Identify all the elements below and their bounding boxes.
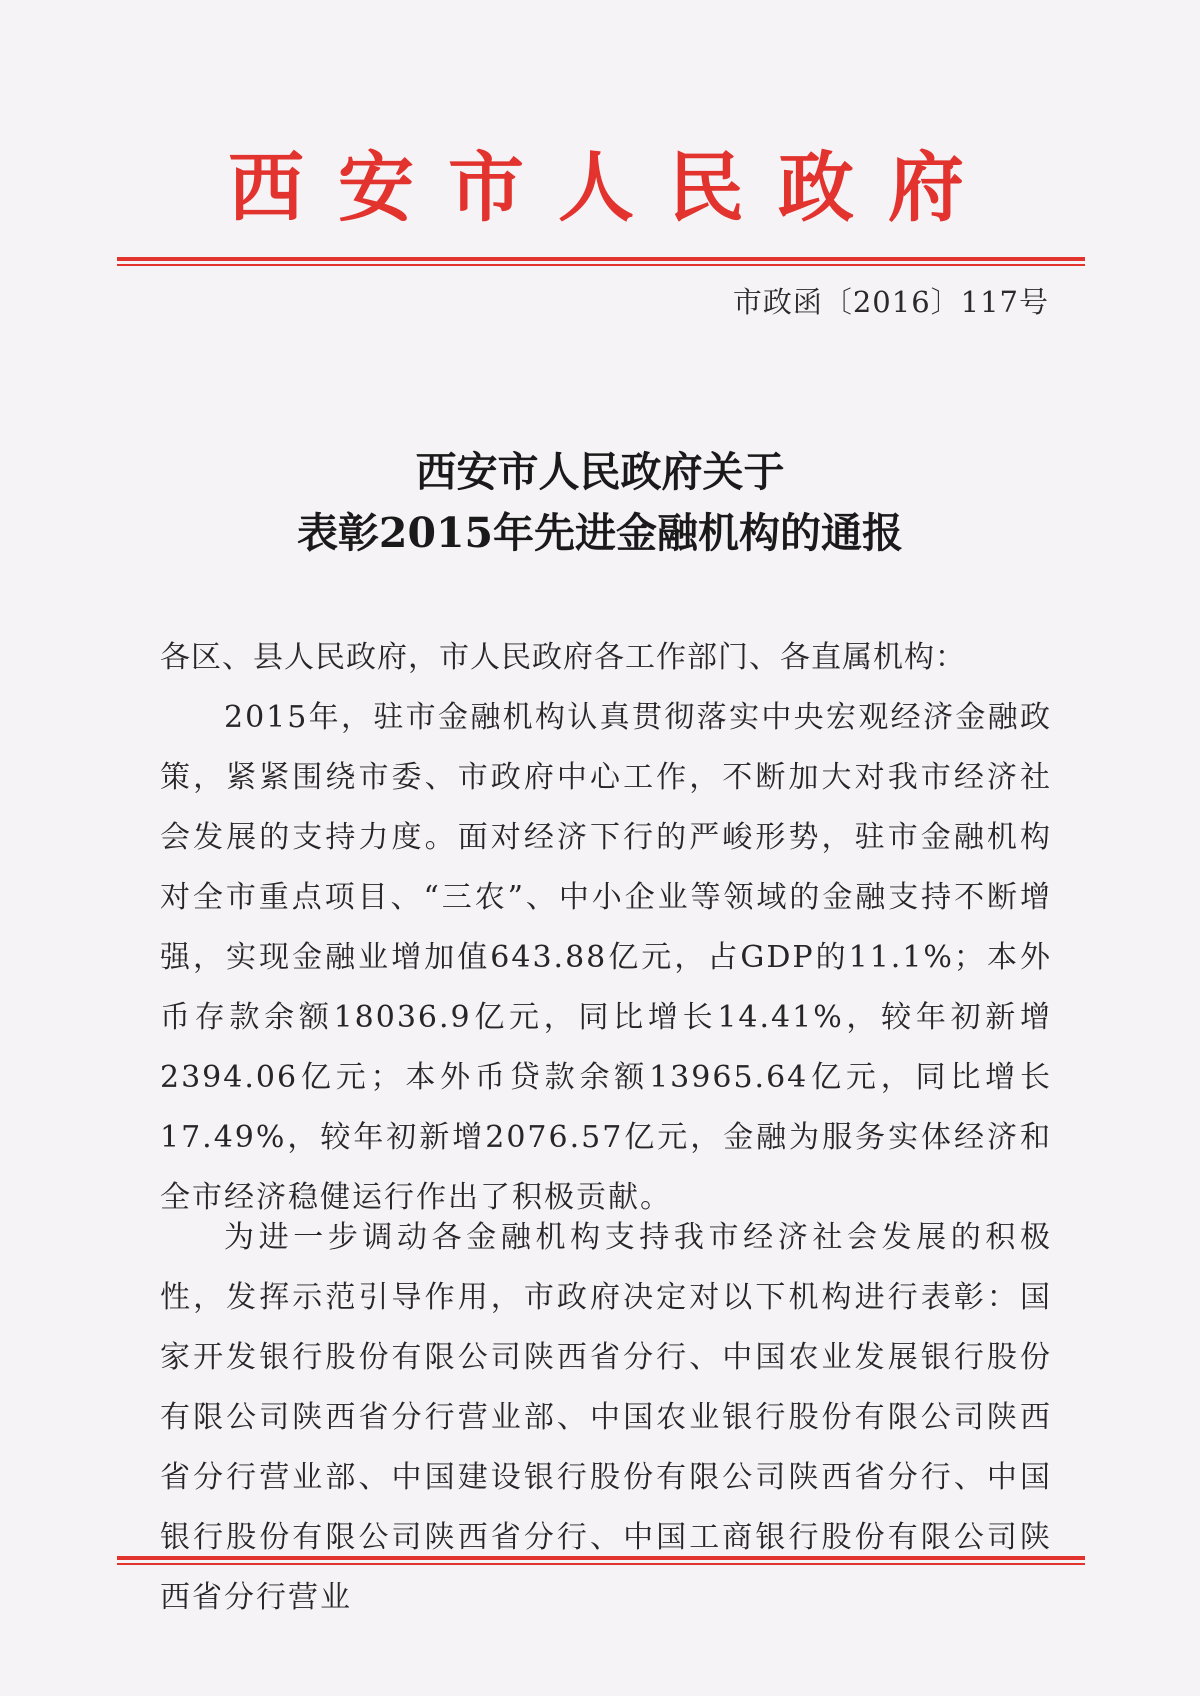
footer-red-rule	[117, 1556, 1085, 1566]
body-paragraph-1: 2015年，驻市金融机构认真贯彻落实中央宏观经济金融政策，紧紧围绕市委、市政府中心工作，不断加大对我市经济社会发展的支持力度。面对经济下行的严峻形势，驻市金融机构对全市重点项目、“三农”、中小企业等领域的金融支持不断增强，实现金融业增加值643.88亿元，占GDP的11.1%；本外币存款余额18036.9亿元，同比增长14.41%，较年初新增2394.06亿元；本外币贷款余额13965.64亿元，同比增长17.49%，较年初新增2076.57亿元，金融为服务实体经济和全市经济稳健运行作出了积极贡献。	[160, 700, 1052, 1215]
rule-thin-line	[117, 1563, 1085, 1565]
salutation: 各区、县人民政府，市人民政府各工作部门、各直属机构：	[160, 640, 966, 675]
rule-thin-line	[117, 264, 1085, 266]
rule-thick-line	[117, 1556, 1085, 1560]
rule-thick-line	[117, 257, 1085, 261]
document-number: 市政函〔2016〕117号	[732, 285, 1049, 319]
body-paragraph-2: 为进一步调动各金融机构支持我市经济社会发展的积极性，发挥示范引导作用，市政府决定对以下机构进行表彰：国家开发银行股份有限公司陕西省分行、中国农业发展银行股份有限公司陕西省分行营业部、中国农业银行股份有限公司陕西省分行营业部、中国建设银行股份有限公司陕西省分行、中国银行股份有限公司陕西省分行、中国工商银行股份有限公司陕西省分行营业	[160, 1220, 1052, 1615]
document-title-line-1: 西安市人民政府关于	[415, 448, 785, 496]
document-title-line-2: 表彰2015年先进金融机构的通报	[296, 509, 904, 557]
letterhead-organization: 西安市人民政府	[228, 143, 998, 232]
letterhead-red-rule	[117, 257, 1085, 267]
